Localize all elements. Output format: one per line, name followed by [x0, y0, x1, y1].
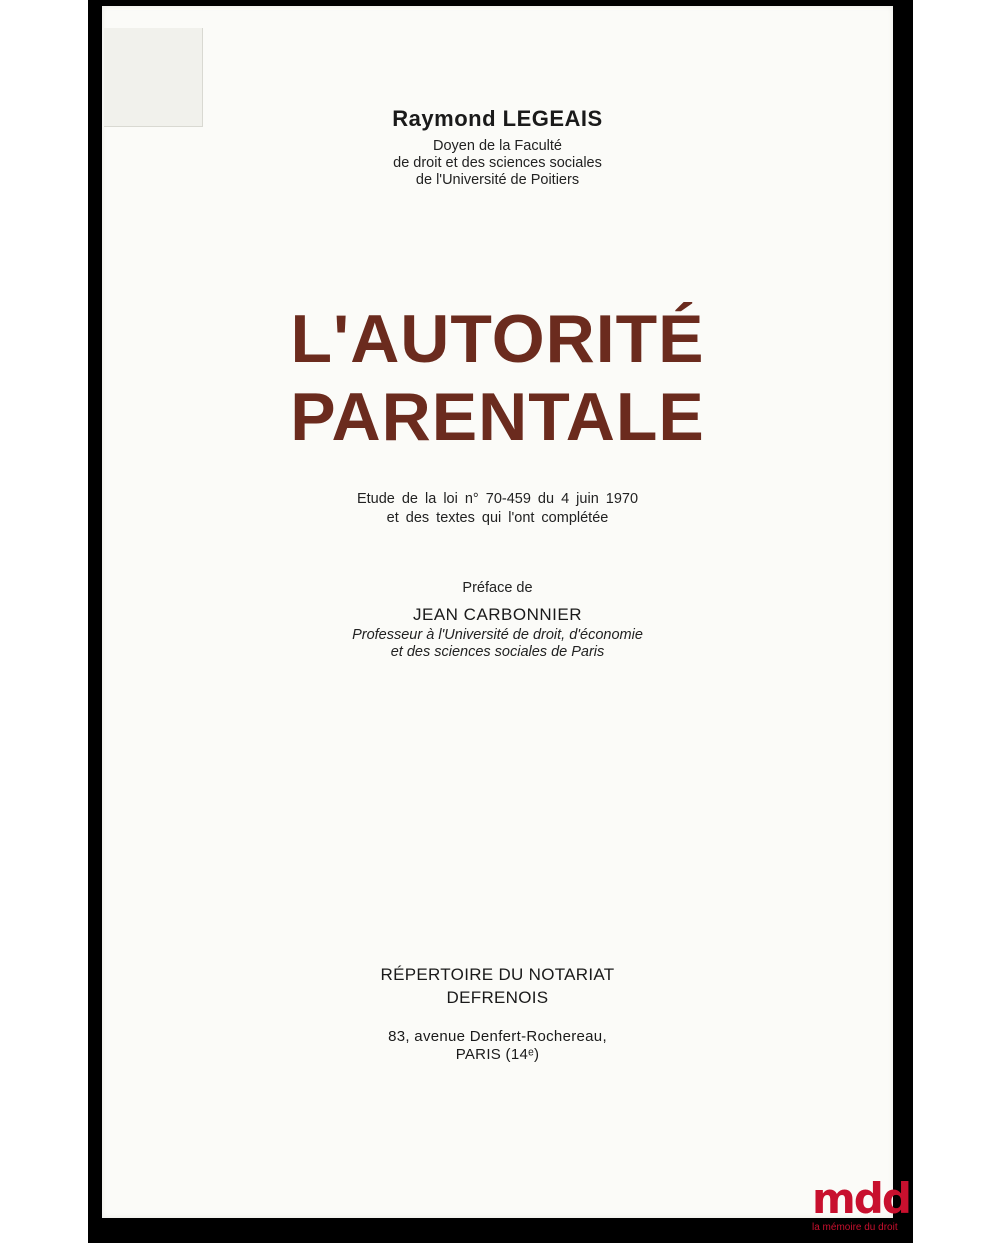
publisher-line: DEFRENOIS [446, 988, 549, 1007]
scan-border-bottom [88, 1218, 913, 1243]
publisher-line: RÉPERTOIRE DU NOTARIAT [380, 965, 615, 984]
preface-role-line: et des sciences sociales de Paris [390, 644, 605, 660]
author-affiliation [102, 138, 893, 189]
mdd-watermark-logo [812, 1176, 908, 1236]
book-title-line: PARENTALE [290, 379, 705, 455]
preface-label: Préface de [462, 580, 533, 596]
book-title [102, 300, 893, 456]
mdd-logo-tagline: la mémoire du droit [812, 1222, 898, 1233]
address-line: 83, avenue Denfert-Rochereau, [388, 1028, 607, 1045]
preface-author: JEAN CARBONNIER [412, 605, 583, 624]
publisher-name [102, 963, 893, 1009]
author-affiliation-line: de l'Université de Poitiers [415, 172, 580, 188]
book-subtitle [102, 490, 893, 528]
author-name: Raymond LEGEAIS [392, 106, 603, 131]
book-subtitle-line: Etude de la loi n° 70-459 du 4 juin 1970 [356, 491, 639, 507]
scan-border-left [88, 0, 102, 1243]
author-affiliation-line: Doyen de la Faculté [433, 138, 562, 154]
preface-author-role [102, 627, 893, 661]
book-subtitle-line: et des textes qui l'ont complétée [386, 510, 609, 526]
mdd-logo-icon: mdd [812, 1174, 910, 1223]
preface-role-line: Professeur à l'Université de droit, d'économie [352, 627, 643, 643]
publisher-address [102, 1028, 893, 1064]
scan-border-right [893, 0, 913, 1243]
book-title-line: L'AUTORITÉ [290, 301, 705, 377]
author-affiliation-line: de droit et des sciences sociales [393, 155, 602, 171]
address-line: PARIS (14ᵉ) [455, 1046, 540, 1063]
